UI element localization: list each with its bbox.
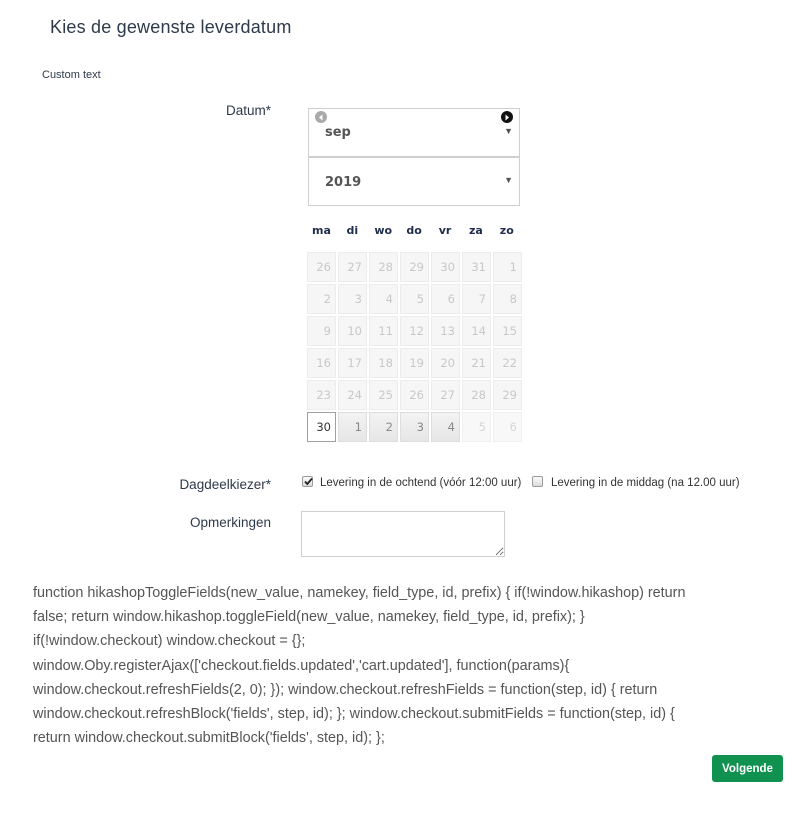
calendar-day: 21 xyxy=(462,348,491,378)
calendar-day: 18 xyxy=(369,348,398,378)
calendar-day[interactable]: 3 xyxy=(400,412,429,442)
script-line: if(!window.checkout) window.checkout = {}; xyxy=(33,633,306,650)
calendar-day: 26 xyxy=(307,252,336,282)
calendar-day: 5 xyxy=(400,284,429,314)
caret-down-icon: ▼ xyxy=(504,126,513,136)
calendar-day: 24 xyxy=(338,380,367,410)
month-select[interactable] xyxy=(308,108,520,157)
calendar-day: 15 xyxy=(493,316,522,346)
calendar-day: 7 xyxy=(462,284,491,314)
next-month-icon[interactable] xyxy=(501,111,513,123)
weekday-za: za xyxy=(468,224,483,237)
calendar-day: 17 xyxy=(338,348,367,378)
calendar-day: 6 xyxy=(493,412,522,442)
script-line: window.Oby.registerAjax(['checkout.fields.updated','cart.updated'], function(params){ xyxy=(33,657,570,674)
calendar-day: 27 xyxy=(431,380,460,410)
weekday-di: di xyxy=(346,224,359,237)
afternoon-checkbox[interactable] xyxy=(532,476,543,487)
calendar-day: 20 xyxy=(431,348,460,378)
weekday-vr: vr xyxy=(438,224,452,237)
script-line: window.checkout.refreshBlock('fields', step, id); }; window.checkout.submitFields = function(step, id) { xyxy=(33,706,675,723)
calendar-day: 27 xyxy=(338,252,367,282)
calendar-day: 1 xyxy=(493,252,522,282)
caret-down-icon: ▼ xyxy=(504,175,513,185)
script-text xyxy=(33,581,793,750)
calendar-day: 23 xyxy=(307,380,336,410)
morning-checkbox[interactable] xyxy=(302,476,313,487)
calendar-day[interactable]: 1 xyxy=(338,412,367,442)
calendar-day[interactable]: 4 xyxy=(431,412,460,442)
calendar-day: 28 xyxy=(462,380,491,410)
remarks-textarea[interactable] xyxy=(301,511,505,557)
remarks-label: Opmerkingen xyxy=(189,515,271,530)
calendar-day: 16 xyxy=(307,348,336,378)
year-value: 2019 xyxy=(325,175,362,190)
weekday-ma: ma xyxy=(312,224,331,237)
calendar-day: 5 xyxy=(462,412,491,442)
calendar-day[interactable]: 2 xyxy=(369,412,398,442)
page-title: Kies de gewenste leverdatum xyxy=(50,17,292,38)
calendar-day: 3 xyxy=(338,284,367,314)
calendar-day: 2 xyxy=(307,284,336,314)
month-value: sep xyxy=(325,125,351,140)
calendar-day: 11 xyxy=(369,316,398,346)
calendar-day: 14 xyxy=(462,316,491,346)
calendar-day: 10 xyxy=(338,316,367,346)
morning-option-label[interactable]: Levering in de ochtend (vóór 12:00 uur) xyxy=(320,477,522,489)
weekday-wo: wo xyxy=(374,224,393,237)
weekday-header xyxy=(306,224,522,237)
calendar-day-selected[interactable]: 30 xyxy=(307,412,336,442)
custom-text: Custom text xyxy=(42,69,101,81)
calendar-day: 28 xyxy=(369,252,398,282)
calendar-day: 29 xyxy=(493,380,522,410)
weekday-zo: zo xyxy=(499,224,514,237)
calendar-day: 9 xyxy=(307,316,336,346)
script-line: function hikashopToggleFields(new_value, namekey, field_type, id, prefix) { if(!window.hikashop) return xyxy=(33,585,686,601)
calendar-grid xyxy=(307,252,522,442)
calendar-day: 30 xyxy=(431,252,460,282)
weekday-do: do xyxy=(406,224,422,237)
date-label: Datum* xyxy=(225,103,271,118)
daypart-label: Dagdeelkiezer* xyxy=(179,477,271,492)
calendar-day: 13 xyxy=(431,316,460,346)
calendar-day: 22 xyxy=(493,348,522,378)
calendar-day: 12 xyxy=(400,316,429,346)
calendar-day: 19 xyxy=(400,348,429,378)
script-line: false; return window.hikashop.toggleField(new_value, namekey, field_type, id, prefix); } xyxy=(33,609,585,626)
calendar-day: 26 xyxy=(400,380,429,410)
calendar-day: 25 xyxy=(369,380,398,410)
script-line: window.checkout.refreshFields(2, 0); }); window.checkout.refreshFields = function(step, id) { return xyxy=(33,681,658,698)
year-select[interactable] xyxy=(308,157,520,206)
calendar-day: 8 xyxy=(493,284,522,314)
prev-month-icon[interactable] xyxy=(315,111,327,123)
calendar-day: 31 xyxy=(462,252,491,282)
calendar-day: 4 xyxy=(369,284,398,314)
calendar-day: 29 xyxy=(400,252,429,282)
afternoon-option-label[interactable]: Levering in de middag (na 12.00 uur) xyxy=(551,477,740,489)
next-button[interactable]: Volgende xyxy=(712,755,783,782)
script-line: return window.checkout.submitBlock('fields', step, id); }; xyxy=(33,730,385,747)
calendar-day: 6 xyxy=(431,284,460,314)
